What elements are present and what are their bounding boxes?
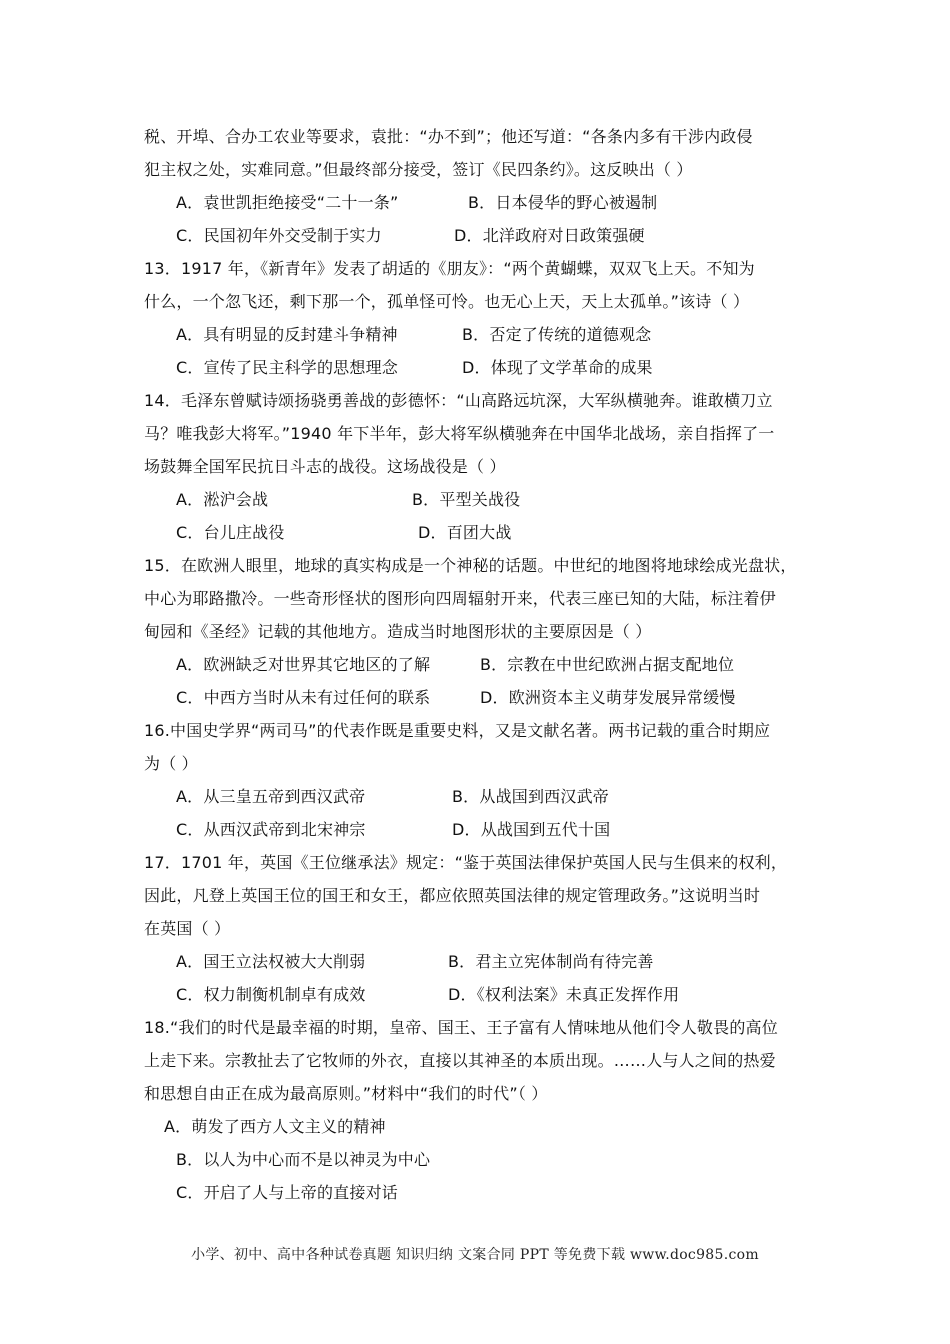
q16-option-a: A．从三皇五帝到西汉武帝 bbox=[176, 787, 366, 806]
q16-option-d: D．从战国到五代十国 bbox=[452, 820, 611, 839]
q15-line-3: 甸园和《圣经》记载的其他地方。造成当时地图形状的主要原因是（ ） bbox=[144, 622, 652, 641]
q15-option-b: B．宗教在中世纪欧洲占据支配地位 bbox=[480, 655, 735, 674]
q12-option-a: A．袁世凯拒绝接受“二十一条” bbox=[176, 193, 399, 212]
q17-line-1: 17．1701 年，英国《王位继承法》规定：“鉴于英国法律保护英国人民与生俱来的权利， bbox=[144, 853, 788, 872]
q18-line-1: 18.“我们的时代是最幸福的时期，皇帝、国王、王子富有人情味地从他们令人敬畏的高位 bbox=[144, 1018, 778, 1037]
q14-option-b: B．平型关战役 bbox=[412, 490, 521, 509]
q18-option-c: C．开启了人与上帝的直接对话 bbox=[176, 1183, 398, 1202]
q16-option-b: B．从战国到西汉武帝 bbox=[452, 787, 609, 806]
q15-line-2: 中心为耶路撒冷。一些奇形怪状的图形向四周辐射开来，代表三座已知的大陆，标注着伊 bbox=[144, 589, 776, 608]
q14-option-c: C．台儿庄战役 bbox=[176, 523, 285, 542]
page-footer: 小学、初中、高中各种试卷真题 知识归纳 文案合同 PPT 等免费下载 www.doc985.com bbox=[191, 1247, 759, 1263]
q13-option-d: D．体现了文学革命的成果 bbox=[462, 358, 653, 377]
q17-line-2: 因此，凡登上英国王位的国王和女王，都应依照英国法律的规定管理政务。”这说明当时 bbox=[144, 886, 761, 905]
q12-option-d: D．北洋政府对日政策强硬 bbox=[454, 226, 645, 245]
q13-option-a: A．具有明显的反封建斗争精神 bbox=[176, 325, 398, 344]
q14-option-a: A．淞沪会战 bbox=[176, 490, 269, 509]
q15-option-a: A．欧洲缺乏对世界其它地区的了解 bbox=[176, 655, 431, 674]
q18-option-a: A．萌发了西方人文主义的精神 bbox=[164, 1117, 386, 1136]
q17-option-c: C．权力制衡机制卓有成效 bbox=[176, 985, 366, 1004]
q13-line-1: 13．1917 年，《新青年》发表了胡适的《朋友》：“两个黄蝴蝶，双双飞上天。不知为 bbox=[144, 259, 755, 278]
q16-line-1: 16.中国史学界“两司马”的代表作既是重要史料，又是文献名著。两书记载的重合时期应 bbox=[144, 721, 771, 740]
q18-line-3: 和思想自由正在成为最高原则。”材料中“我们的时代”（ ） bbox=[144, 1084, 548, 1103]
q15-line-1: 15．在欧洲人眼里，地球的真实构成是一个神秘的话题。中世纪的地图将地球绘成光盘状， bbox=[144, 556, 797, 575]
q18-option-b: B．以人为中心而不是以神灵为中心 bbox=[176, 1150, 431, 1169]
q12-line-2: 犯主权之处，实难同意。”但最终部分接受，签订《民四条约》。这反映出（ ） bbox=[144, 160, 693, 179]
q17-option-a: A．国王立法权被大大削弱 bbox=[176, 952, 366, 971]
q15-option-d: D．欧洲资本主义萌芽发展异常缓慢 bbox=[480, 688, 736, 707]
q14-line-3: 场鼓舞全国军民抗日斗志的战役。这场战役是（ ） bbox=[144, 457, 506, 476]
q12-line-1: 税、开埠、合办工农业等要求，袁批：“办不到”；他还写道：“各条内多有干涉内政侵 bbox=[144, 127, 753, 146]
q14-line-1: 14．毛泽东曾赋诗颂扬骁勇善战的彭德怀：“山高路远坑深，大军纵横驰奔。谁敢横刀立 bbox=[144, 391, 773, 410]
q17-option-d: D．《权利法案》未真正发挥作用 bbox=[448, 985, 680, 1004]
q16-line-2: 为（ ） bbox=[144, 754, 198, 773]
q12-option-c: C．民国初年外交受制于实力 bbox=[176, 226, 382, 245]
q13-option-b: B．否定了传统的道德观念 bbox=[462, 325, 652, 344]
q12-option-b: B．日本侵华的野心被遏制 bbox=[468, 193, 658, 212]
q13-line-2: 什么，一个忽飞还，剩下那一个，孤单怪可怜。也无心上天，天上太孤单。”该诗（ ） bbox=[144, 292, 750, 311]
q13-option-c: C．宣传了民主科学的思想理念 bbox=[176, 358, 398, 377]
q15-option-c: C．中西方当时从未有过任何的联系 bbox=[176, 688, 431, 707]
q18-line-2: 上走下来。宗教扯去了它牧师的外衣，直接以其神圣的本质出现。……人与人之间的热爱 bbox=[144, 1051, 776, 1070]
q17-line-3: 在英国（ ） bbox=[144, 919, 231, 938]
q14-line-2: 马？唯我彭大将军。”1940 年下半年，彭大将军纵横驰奔在中国华北战场，亲自指挥了一 bbox=[144, 424, 775, 443]
q17-option-b: B．君主立宪体制尚有待完善 bbox=[448, 952, 654, 971]
q16-option-c: C．从西汉武帝到北宋神宗 bbox=[176, 820, 366, 839]
q14-option-d: D．百团大战 bbox=[418, 523, 512, 542]
